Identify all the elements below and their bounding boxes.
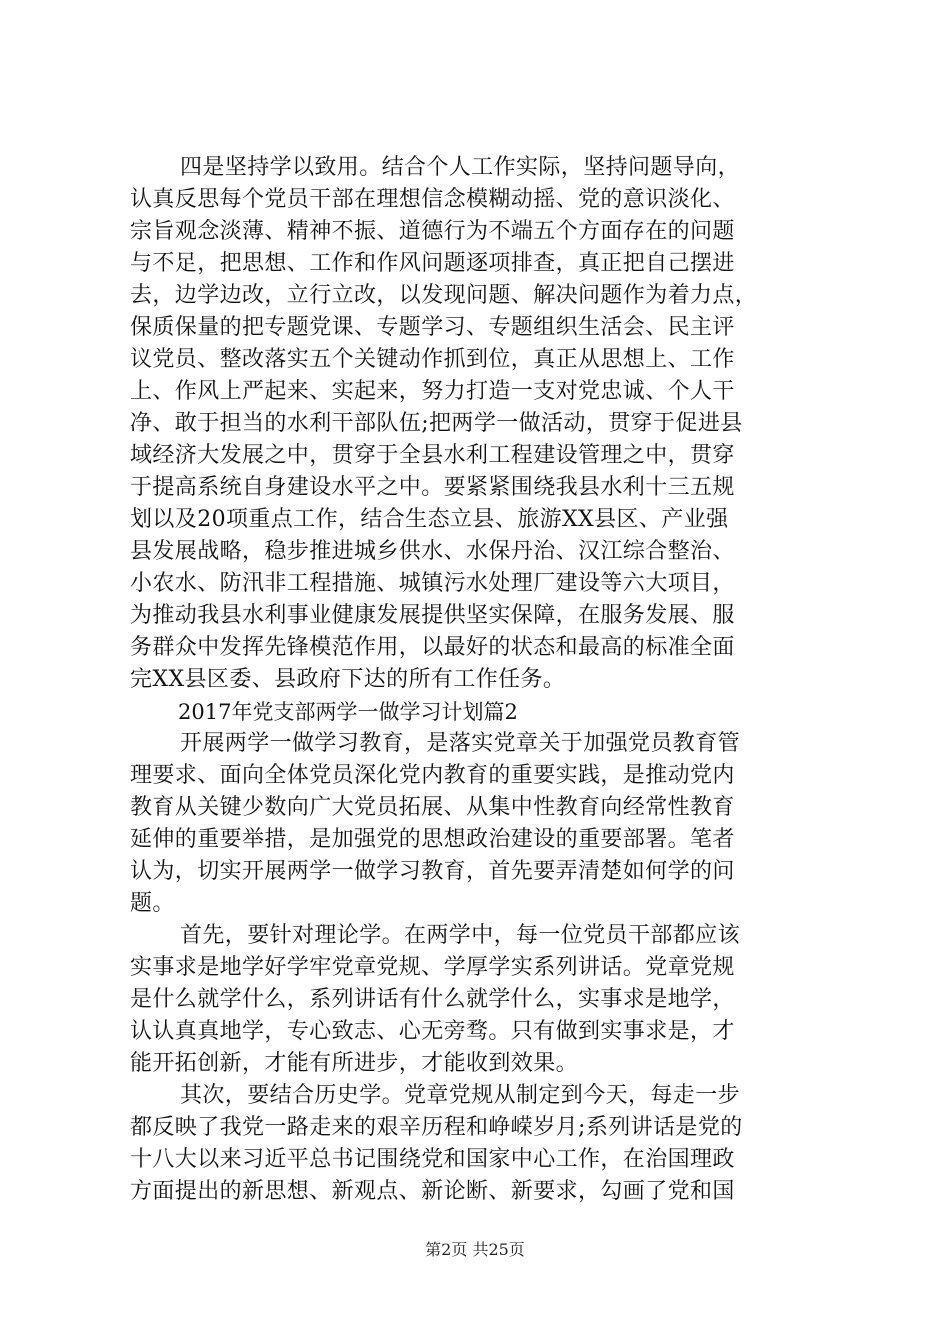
- text-line: 实事求是地学好学牢党章党规、学厚学实系列讲话。党章党规: [130, 955, 735, 980]
- paragraph-3: [130, 920, 830, 1080]
- paragraph-1: [130, 152, 830, 696]
- text-line: 认为，切实开展两学一做学习教育，首先要弄清楚如何学的问: [130, 859, 735, 884]
- text-line: 宗旨观念淡薄、精神不振、道德行为不端五个方面存在的问题: [130, 219, 735, 244]
- text-line: 延伸的重要举措，是加强党的思想政治建设的重要部署。笔者: [130, 827, 735, 852]
- text-line: 务群众中发挥先锋模范作用，以最好的状态和最高的标准全面: [130, 635, 735, 660]
- text-line: 其次，要结合历史学。党章党规从制定到今天，每走一步: [180, 1083, 741, 1108]
- text-line: 方面提出的新思想、新观点、新论断、新要求，勾画了党和国: [130, 1179, 735, 1204]
- section-heading: 2017年党支部两学一做学习计划篇2: [178, 700, 518, 724]
- text-line: 认真反思每个党员干部在理想信念模糊动摇、党的意识淡化、: [130, 187, 735, 212]
- text-line: 划以及20项重点工作，结合生态立县、旅游XX县区、产业强: [130, 507, 729, 532]
- text-line: 都反映了我党一路走来的艰辛历程和峥嵘岁月;系列讲话是党的: [130, 1115, 743, 1140]
- text-line: 完XX县区委、县政府下达的所有工作任务。: [130, 667, 566, 692]
- document-body: [130, 152, 830, 1208]
- text-line: 十八大以来习近平总书记围绕党和国家中心工作，在治国理政: [130, 1147, 735, 1172]
- text-line: 县发展战略，稳步推进城乡供水、水保丹治、汉江综合整治、: [130, 539, 735, 564]
- text-line: 开展两学一做学习教育，是落实党章关于加强党员教育管: [180, 731, 741, 756]
- text-line: 去，边学边改，立行立改，以发现问题、解决问题作为着力点，: [130, 283, 758, 308]
- text-line: 议党员、整改落实五个关键动作抓到位，真正从思想上、工作: [130, 347, 735, 372]
- text-line: 能开拓创新，才能有所进步，才能收到效果。: [130, 1051, 579, 1076]
- page-footer: 第2页 共25页: [425, 1240, 525, 1259]
- text-line: 首先，要针对理论学。在两学中，每一位党员干部都应该: [180, 923, 741, 948]
- paragraph-2: [130, 728, 830, 920]
- text-line: 四是坚持学以致用。结合个人工作实际，坚持问题导向，: [180, 155, 741, 180]
- text-line: 域经济大发展之中，贯穿于全县水利工程建设管理之中，贯穿: [130, 443, 735, 468]
- text-line: 与不足，把思想、工作和作风问题逐项排查，真正把自己摆进: [130, 251, 735, 276]
- text-line: 保质保量的把专题党课、专题学习、专题组织生活会、民主评: [130, 315, 735, 340]
- text-line: 于提高系统自身建设水平之中。要紧紧围绕我县水利十三五规: [130, 475, 735, 500]
- text-line: 教育从关键少数向广大党员拓展、从集中性教育向经常性教育: [130, 795, 735, 820]
- text-line: 题。: [130, 891, 175, 916]
- text-line: 小农水、防汛非工程措施、城镇污水处理厂建设等六大项目，: [130, 571, 735, 596]
- text-line: 是什么就学什么，系列讲话有什么就学什么，实事求是地学，: [130, 987, 735, 1012]
- text-line: 认认真真地学，专心致志、心无旁骛。只有做到实事求是，才: [130, 1019, 735, 1044]
- text-line: 理要求、面向全体党员深化党内教育的重要实践，是推动党内: [130, 763, 735, 788]
- text-line: 净、敢于担当的水利干部队伍;把两学一做活动，贯穿于促进县: [130, 411, 743, 436]
- text-line: 为推动我县水利事业健康发展提供坚实保障，在服务发展、服: [130, 603, 735, 628]
- paragraph-4: [130, 1080, 830, 1208]
- text-line: 上、作风上严起来、实起来，努力打造一支对党忠诚、个人干: [130, 379, 735, 404]
